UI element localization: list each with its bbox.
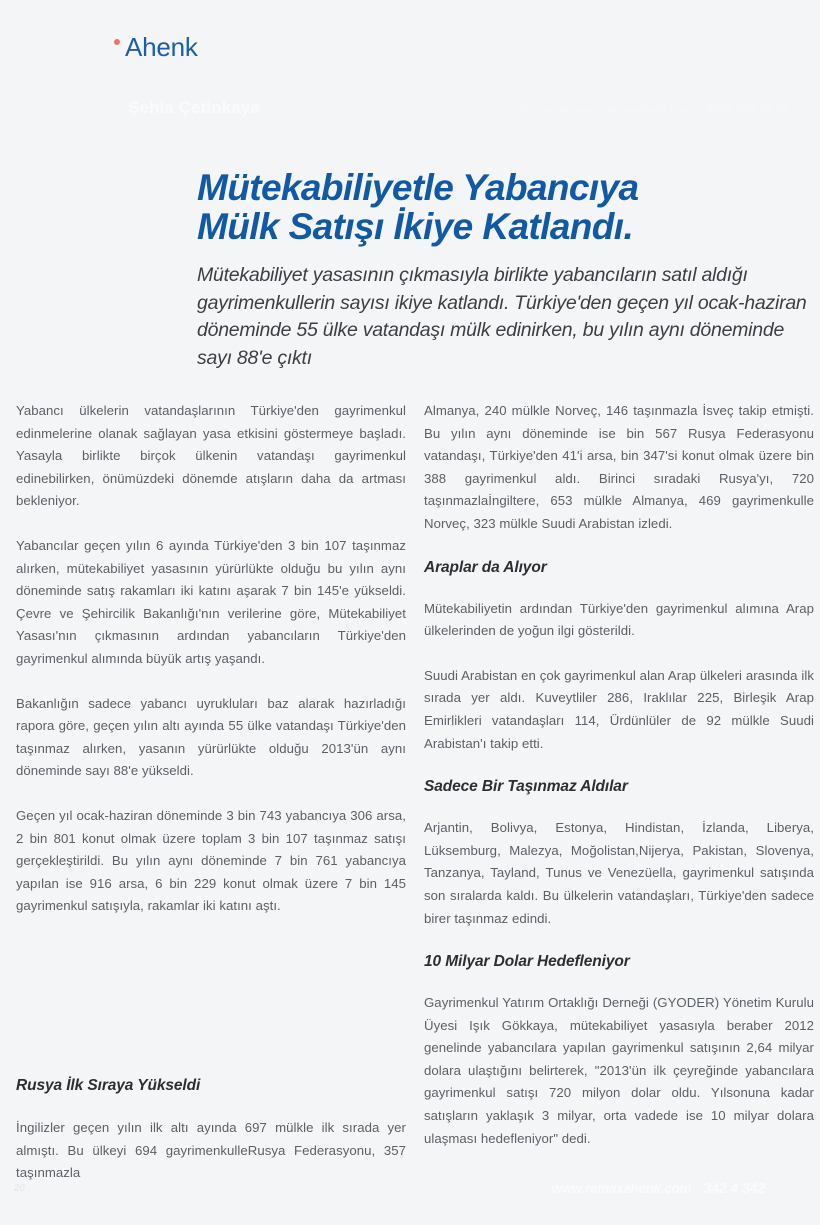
paragraph: Yabancı ülkelerin vatandaşlarının Türkiye'den gayrimenkul edinmelerine olanak sağlayan yasa etkisini göstermeye başladı. Yasayla birlikte birçok ülkenin vatandaşı gayrimenkul edinebilirken, önümüzdeki dönemde atışların daha da artması bekleniyor. bbox=[16, 403, 406, 509]
paragraph: Yabancılar geçen yılın 6 ayında Türkiye'den 3 bin 107 taşınmaz alırken, mütekabiliyet yasasının yürürlükte olduğu bu yılın aynı döneminde satış rakamları iki katını aşarak 7 bin 145'e yükseldi. Çevre ve Şehircilik Bakanlığı'nın verilerine göre, Mütekabiliyet Yasası'nın çıkmasının ardından yabancıların Türkiye'den gayrimenkul alımında büyük artış yaşandı. bbox=[16, 537, 406, 666]
paragraph: İngilizler geçen yılın ilk altı ayında 697 mülkle ilk sırada yer almıştı. Bu ülkeyi 694 gayrimenkulleRusya Federasyonu, 357 taşınmazla bbox=[16, 1120, 406, 1181]
author-name: Şehla Çetinkaya bbox=[128, 98, 260, 117]
page-number: 20 bbox=[14, 1183, 25, 1194]
left-column bbox=[16, 400, 406, 918]
paragraph: Geçen yıl ocak-haziran döneminde 3 bin 743 yabancıya 306 arsa, 2 bin 801 konut olmak üzere toplam 3 bin 107 taşınmaz satışı gerçekleştirildi. Bu yılın aynı döneminde 7 bin 761 yabancıya yapılan ise 916 arsa, 6 bin 229 konut olmak üzere 7 bin 145 gayrimenkul satışıyla, rakamlar iki katını aştı. bbox=[16, 807, 406, 914]
headline-line-1: Mütekabiliyetle Yabancıya bbox=[197, 167, 639, 208]
footer-phone: 342 4 342 bbox=[703, 1181, 765, 1197]
author-email: sehla.cetinkaya@remaxahenk.com bbox=[513, 104, 692, 116]
page-footer bbox=[0, 1180, 820, 1210]
paragraph: Suudi Arabistan en çok gayrimenkul alan Arap ülkeleri arasında ilk sırada yer aldı. Kuveytliler 286, Iraklılar 225, Birleşik Arap Emirlikleri vatandaşları 114, Ürdünlüler de 92 mülkle Suudi Arabistan'ı takip etti. bbox=[424, 667, 814, 751]
footer-website: www.remaxahenk.com bbox=[551, 1181, 692, 1196]
right-column bbox=[424, 400, 814, 1150]
headline-line-2: Mülk Satışı İkiye Katlandı. bbox=[197, 206, 634, 247]
article-deck: Mütekabiliyet yasasının çıkmasıyla birlikte yabancıların satıl aldığı gayrimenkullerin sayısı ikiye katlandı. Türkiye'den geçen yıl ocak-haziran döneminde 55 ülke vatandaşı mülk edinirken, bu yılın aynı döneminde sayı 88'e çıktı bbox=[197, 264, 807, 369]
paragraph: Arjantin, Bolivya, Estonya, Hindistan, İzlanda, Liberya, Lüksemburg, Malezya, Moğolistan,Nijerya, Pakistan, Slovenya, Tanzanya, Tayland, Tunus ve Venezüella, gayrimenkul satışında son sıralarda kaldı. Bu ülkelerin vatandaşları, Türkiye'den sadece birer taşınmaz edindi. bbox=[424, 820, 814, 926]
paragraph: Gayrimenkul Yatırım Ortaklığı Derneği (GYODER) Yönetim Kurulu Üyesi Işık Gökkaya, mütekabiliyet yasasıyla beraber 2012 genelinde yabancılara yapılan gayrimenkul satışının 2,64 milyar dolara ulaştığını belirterek, "2013'ün ilk çeyreğinde yabancılara gayrimenkul satışı 720 milyon dolar oldu. Yılsonuna kadar satışların yaklaşık 3 milyar, orta vadede ise 10 milyar dolara ulaşması hedefleniyor" dedi. bbox=[424, 995, 814, 1146]
footer-contact bbox=[552, 1181, 765, 1197]
paragraph: Bakanlığın sadece yabancı uyrukluları baz alarak hazırladığı rapora göre, geçen yılın altı ayında 55 ülke vatandaşı Türkiye'den taşınmaz alırken, yasanın yürürlükte olduğu 2013'ün aynı döneminde sayı 88'e yükseldi. bbox=[16, 695, 406, 779]
author-phone: 0532 769 72 99 bbox=[705, 102, 788, 116]
asterisk-dot-icon bbox=[114, 39, 120, 45]
author-contact bbox=[513, 102, 788, 116]
section-subheading: 10 Milyar Dolar Hedefleniyor bbox=[424, 953, 630, 971]
headline-block bbox=[197, 168, 813, 372]
article-headline bbox=[197, 168, 813, 246]
section-subheading: Araplar da Alıyor bbox=[424, 558, 547, 576]
section-subheading: Rusya İlk Sıraya Yükseldi bbox=[16, 1077, 201, 1094]
section-subheading: Sadece Bir Taşınmaz Aldılar bbox=[424, 778, 628, 796]
masthead-logo bbox=[114, 33, 198, 61]
logo-text: Ahenk bbox=[125, 32, 198, 62]
left-column-bottom bbox=[16, 1076, 406, 1185]
paragraph: Mütekabiliyetin ardından Türkiye'den gayrimenkul alımına Arap ülkelerinden de yoğun ilgi gösterildi. bbox=[424, 600, 814, 639]
byline bbox=[128, 98, 788, 118]
paragraph: Almanya, 240 mülkle Norveç, 146 taşınmazla İsveç takip etmişti. Bu yılın aynı döneminde ise bin 567 Rusya Federasyonu vatandaşı, Türkiye'den 41'i arsa, bin 347'si konut olmak üzere bin 388 gayrimenkul aldı. Birinci sıradaki Rusya'yı, 720 taşınmazlaİngiltere, 653 mülkle Almanya, 469 gayrimenkulle Norveç, 323 mülkle Suudi Arabistan izledi. bbox=[424, 403, 814, 531]
